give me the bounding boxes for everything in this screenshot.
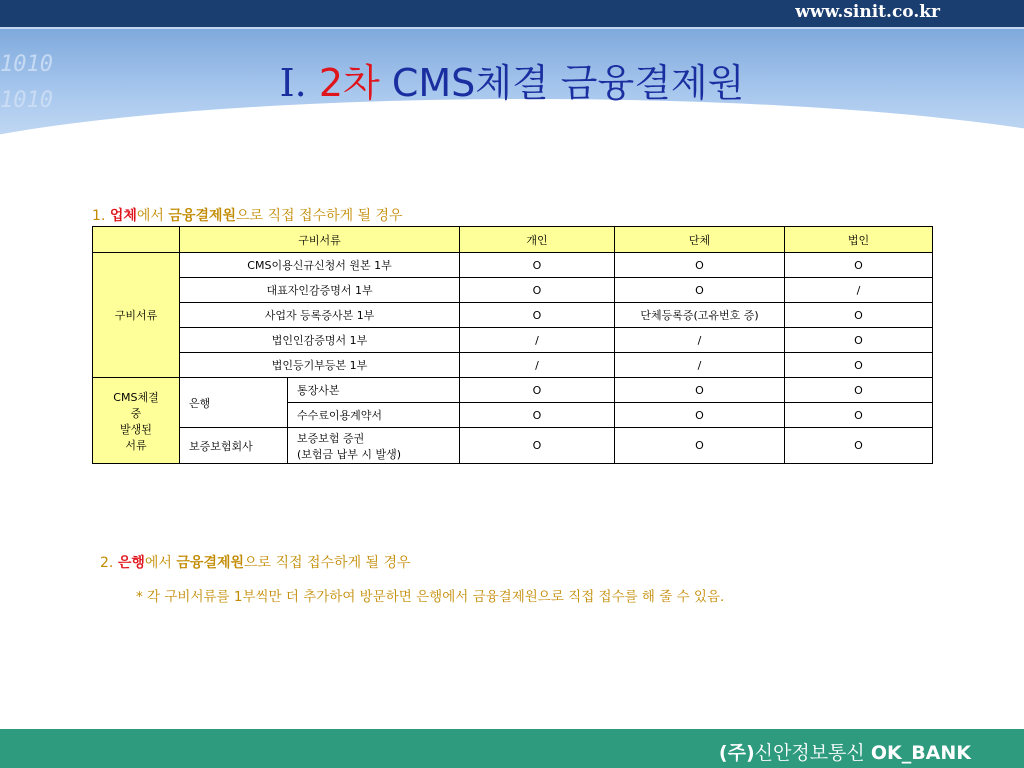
section-number: 2. <box>100 555 114 571</box>
value-cell: / <box>785 278 933 303</box>
value-cell: / <box>615 328 785 353</box>
section-text: 으로 직접 접수하게 될 경우 <box>236 208 403 224</box>
value-cell: O <box>460 278 615 303</box>
category-line: 발생된 <box>120 422 152 436</box>
category-cell-cms-docs <box>93 378 180 464</box>
site-url[interactable]: www.sinit.co.kr <box>795 2 940 22</box>
value-cell: O <box>615 428 785 464</box>
section-2-heading <box>100 552 411 572</box>
page-title <box>0 52 1024 107</box>
value-cell: 단체등록증(고유번호 증) <box>615 303 785 328</box>
document-line: (보험금 납부 시 발생) <box>297 447 402 461</box>
value-cell: O <box>460 403 615 428</box>
category-line: 서류 <box>125 438 147 452</box>
binary-digits-row: 1010 <box>0 52 53 77</box>
document-cell: 사업자 등록증사본 1부 <box>180 303 460 328</box>
value-cell: O <box>785 253 933 278</box>
header-cell-documents: 구비서류 <box>180 227 460 253</box>
top-bar <box>0 0 1024 27</box>
section-2-note: * 각 구비서류를 1부씩만 더 추가하여 방문하면 은행에서 금융결제원으로 직접 접수를 해 줄 수 있음. <box>136 589 725 605</box>
title-roman-numeral: Ⅰ. <box>279 61 307 105</box>
section-subject: 은행 <box>117 555 145 571</box>
category-line: 중 <box>130 406 142 420</box>
header-cell-individual: 개인 <box>460 227 615 253</box>
document-cell: 법인등기부등본 1부 <box>180 353 460 378</box>
banner-line <box>0 27 1024 29</box>
footer-prefix: (주) <box>718 742 755 764</box>
binary-digits-row: 1010 <box>0 88 53 113</box>
header-cell-group: 단체 <box>615 227 785 253</box>
document-cell: 법인인감증명서 1부 <box>180 328 460 353</box>
document-cell: CMS이용신규신청서 원본 1부 <box>180 253 460 278</box>
value-cell: / <box>615 353 785 378</box>
table-row <box>93 428 933 464</box>
value-cell: O <box>460 378 615 403</box>
footer-company-name: 신안정보통신 <box>754 742 865 764</box>
value-cell: O <box>615 278 785 303</box>
section-number: 1. <box>92 208 106 224</box>
section-text: 에서 <box>136 208 164 224</box>
issuer-cell-insurer: 보증보험회사 <box>180 428 288 464</box>
document-cell: 통장사본 <box>288 378 460 403</box>
documents-table <box>92 226 933 464</box>
table-row <box>93 378 933 403</box>
table-row <box>93 328 933 353</box>
document-line: 보증보험 증권 <box>297 431 365 445</box>
value-cell: O <box>615 378 785 403</box>
value-cell: O <box>460 253 615 278</box>
section-org: 금융결제원 <box>168 208 237 224</box>
footer-brand: OK_BANK <box>870 742 971 764</box>
table-row <box>93 253 933 278</box>
value-cell: O <box>785 403 933 428</box>
value-cell: / <box>460 353 615 378</box>
document-cell: 수수료이용계약서 <box>288 403 460 428</box>
category-line: CMS체결 <box>113 390 159 404</box>
value-cell: / <box>460 328 615 353</box>
table-header-row <box>93 227 933 253</box>
table-row <box>93 353 933 378</box>
section-text: 에서 <box>144 555 172 571</box>
value-cell: O <box>785 303 933 328</box>
header-cell-corporation: 법인 <box>785 227 933 253</box>
document-cell <box>288 428 460 464</box>
section-text: 으로 직접 접수하게 될 경우 <box>244 555 411 571</box>
document-cell: 대표자인감증명서 1부 <box>180 278 460 303</box>
value-cell: O <box>615 253 785 278</box>
section-org: 금융결제원 <box>176 555 245 571</box>
value-cell: O <box>615 403 785 428</box>
footer-company <box>719 738 971 765</box>
value-cell: O <box>785 353 933 378</box>
value-cell: O <box>785 328 933 353</box>
value-cell: O <box>785 378 933 403</box>
section-1-heading <box>92 205 403 225</box>
category-cell-required-docs: 구비서류 <box>93 253 180 378</box>
footer-bar <box>0 729 1024 768</box>
value-cell: O <box>460 428 615 464</box>
table-row <box>93 303 933 328</box>
value-cell: O <box>460 303 615 328</box>
table-row <box>93 278 933 303</box>
section-subject: 업체 <box>109 208 137 224</box>
title-number: 2차 <box>318 61 380 105</box>
header-cell-empty <box>93 227 180 253</box>
value-cell: O <box>785 428 933 464</box>
banner-wave-shape <box>0 99 1024 177</box>
title-text: CMS체결 금융결제원 <box>391 61 745 105</box>
issuer-cell-bank: 은행 <box>180 378 288 428</box>
